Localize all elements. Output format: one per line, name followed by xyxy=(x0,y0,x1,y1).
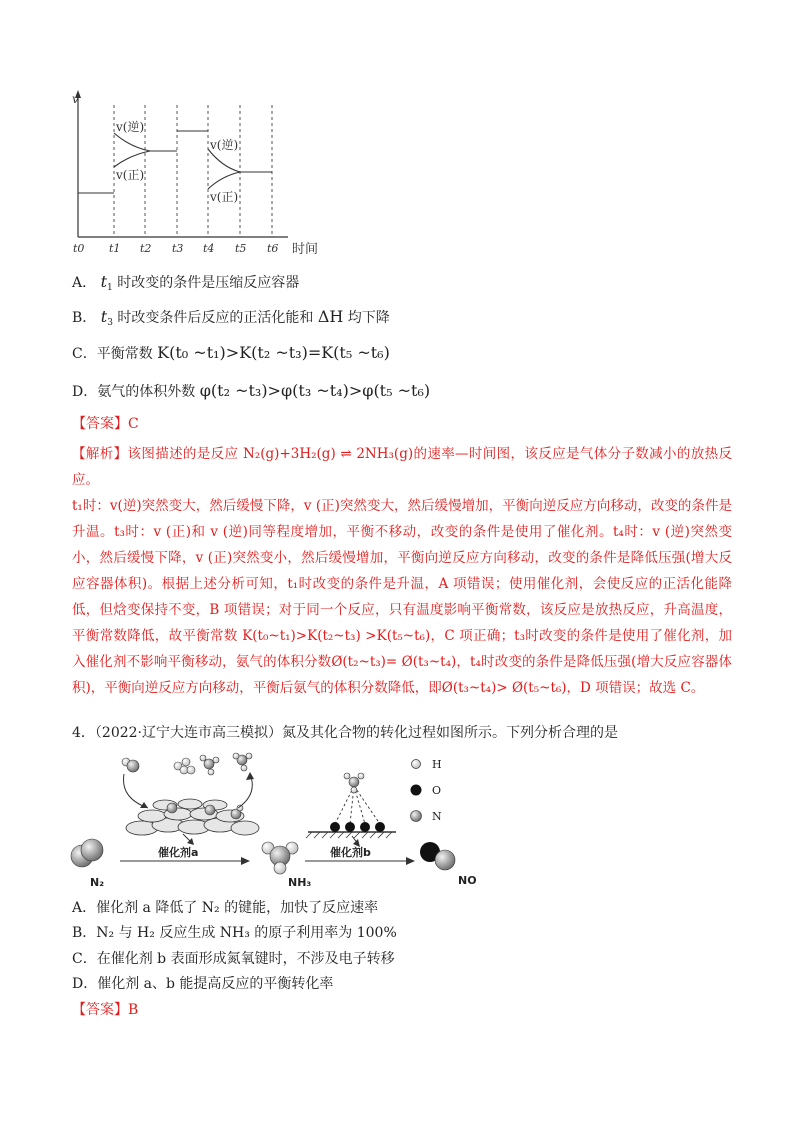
q3-explanation xyxy=(72,441,732,701)
q3-explanation-para-2: t₁时：v(逆)突然变大，然后缓慢下降，v (正)突然变大，然后缓慢增加，平衡向逆反应方向移动，改变的条件是升温。t₃时：v (正)和 v (逆)同等程度增加，平衡不移动，改变的条件是使用了催化剂。t₄时：v (逆)突然变小，然后缓慢下降，v (正)突然变小，然后缓慢增加，平衡向逆反应方向移动，改变的条件是降低压强(增大反应容器体积)。根据上述分析可知，t₁时改变的条件是升温，A 项错误；使用催化剂，会使反应的正活化能降低，但焓变保持不变，B 项错误；对于同一个反应，只有温度影响平衡常数，该反应是放热反应，升高温度，平衡常数降低，故平衡常数 K(t₀~t₁)>K(t₂~t₃) >K(t₅~t₆)，C 项正确；t₃时改变的条件是使用了催化剂，加入催化剂不影响平衡移动，氨气的体积分数Ø(t₂~t₃)= Ø(t₃~t₄)，t₄时改变的条件是降低压强(增大反应容器体积)，平衡向逆反应方向移动，平衡后氨气的体积分数降低，即Ø(t₃~t₄)> Ø(t₅~t₆)，D 项错误；故选 C。 xyxy=(72,498,732,696)
catalyst-a-label: 催化剂a xyxy=(158,846,199,859)
v-axis-label: v xyxy=(72,92,79,106)
tick-t3: t3 xyxy=(172,242,184,255)
v-reverse-label-1: v(逆) xyxy=(116,120,145,134)
nitrogen-conversion-diagram xyxy=(60,748,540,893)
q3-option-c: C．平衡常数 K(t₀ ~t₁)>K(t₂ ~t₃)=K(t₅ ~t₆) xyxy=(72,343,390,362)
q4-answer: 【答案】B xyxy=(72,1002,139,1018)
v-forward-label-1: v(正) xyxy=(116,168,145,182)
q4-option-c: C．在催化剂 b 表面形成氮氧键时，不涉及电子转移 xyxy=(72,951,395,967)
q3-option-a: A． $t_1$ 时改变的条件是压缩反应容器 xyxy=(72,272,300,293)
legend-n: N xyxy=(432,810,442,823)
tick-t1: t1 xyxy=(109,242,121,255)
q4-option-b: B．N₂ 与 H₂ 反应生成 NH₃ 的原子利用率为 100% xyxy=(72,925,397,941)
q4-option-a: A．催化剂 a 降低了 N₂ 的键能，加快了反应速率 xyxy=(72,900,379,916)
n2-label: N₂ xyxy=(90,876,105,889)
catalyst-b-label: 催化剂b xyxy=(330,846,371,859)
v-forward-label-2: v(正) xyxy=(210,190,239,204)
q3-explanation-para-1: 【解析】该图描述的是反应 N₂(g)+3H₂(g) ⇌ 2NH₃(g)的速率—时间图，该反应是气体分子数减小的放热反应。 xyxy=(72,446,733,488)
tick-t0: t0 xyxy=(73,242,85,255)
tick-t4: t4 xyxy=(203,242,215,255)
q4-stem: 4．（2022·辽宁大连市高三模拟）氮及其化合物的转化过程如图所示。下列分析合理的是 xyxy=(72,725,618,741)
tick-t5: t5 xyxy=(235,242,247,255)
tick-t2: t2 xyxy=(140,242,152,255)
q3-answer: 【答案】C xyxy=(72,416,139,432)
tick-t6: t6 xyxy=(267,242,279,255)
no-label: NO xyxy=(458,874,477,887)
q3-option-b: B． $t_3$ 时改变条件后反应的正活化能和 ΔH 均下降 xyxy=(72,307,390,328)
legend-h: H xyxy=(432,758,442,771)
legend-o: O xyxy=(432,784,442,797)
rate-time-graph xyxy=(60,85,350,265)
nh3-label: NH₃ xyxy=(288,876,312,889)
q4-option-d: D．催化剂 a、b 能提高反应的平衡转化率 xyxy=(72,976,334,992)
v-reverse-label-2: v(逆) xyxy=(210,138,239,152)
time-axis-label: 时间 xyxy=(292,242,319,257)
q3-option-d: D．氨气的体积外数 φ(t₂ ~t₃)>φ(t₃ ~t₄)>φ(t₅ ~t₆) xyxy=(72,381,431,400)
